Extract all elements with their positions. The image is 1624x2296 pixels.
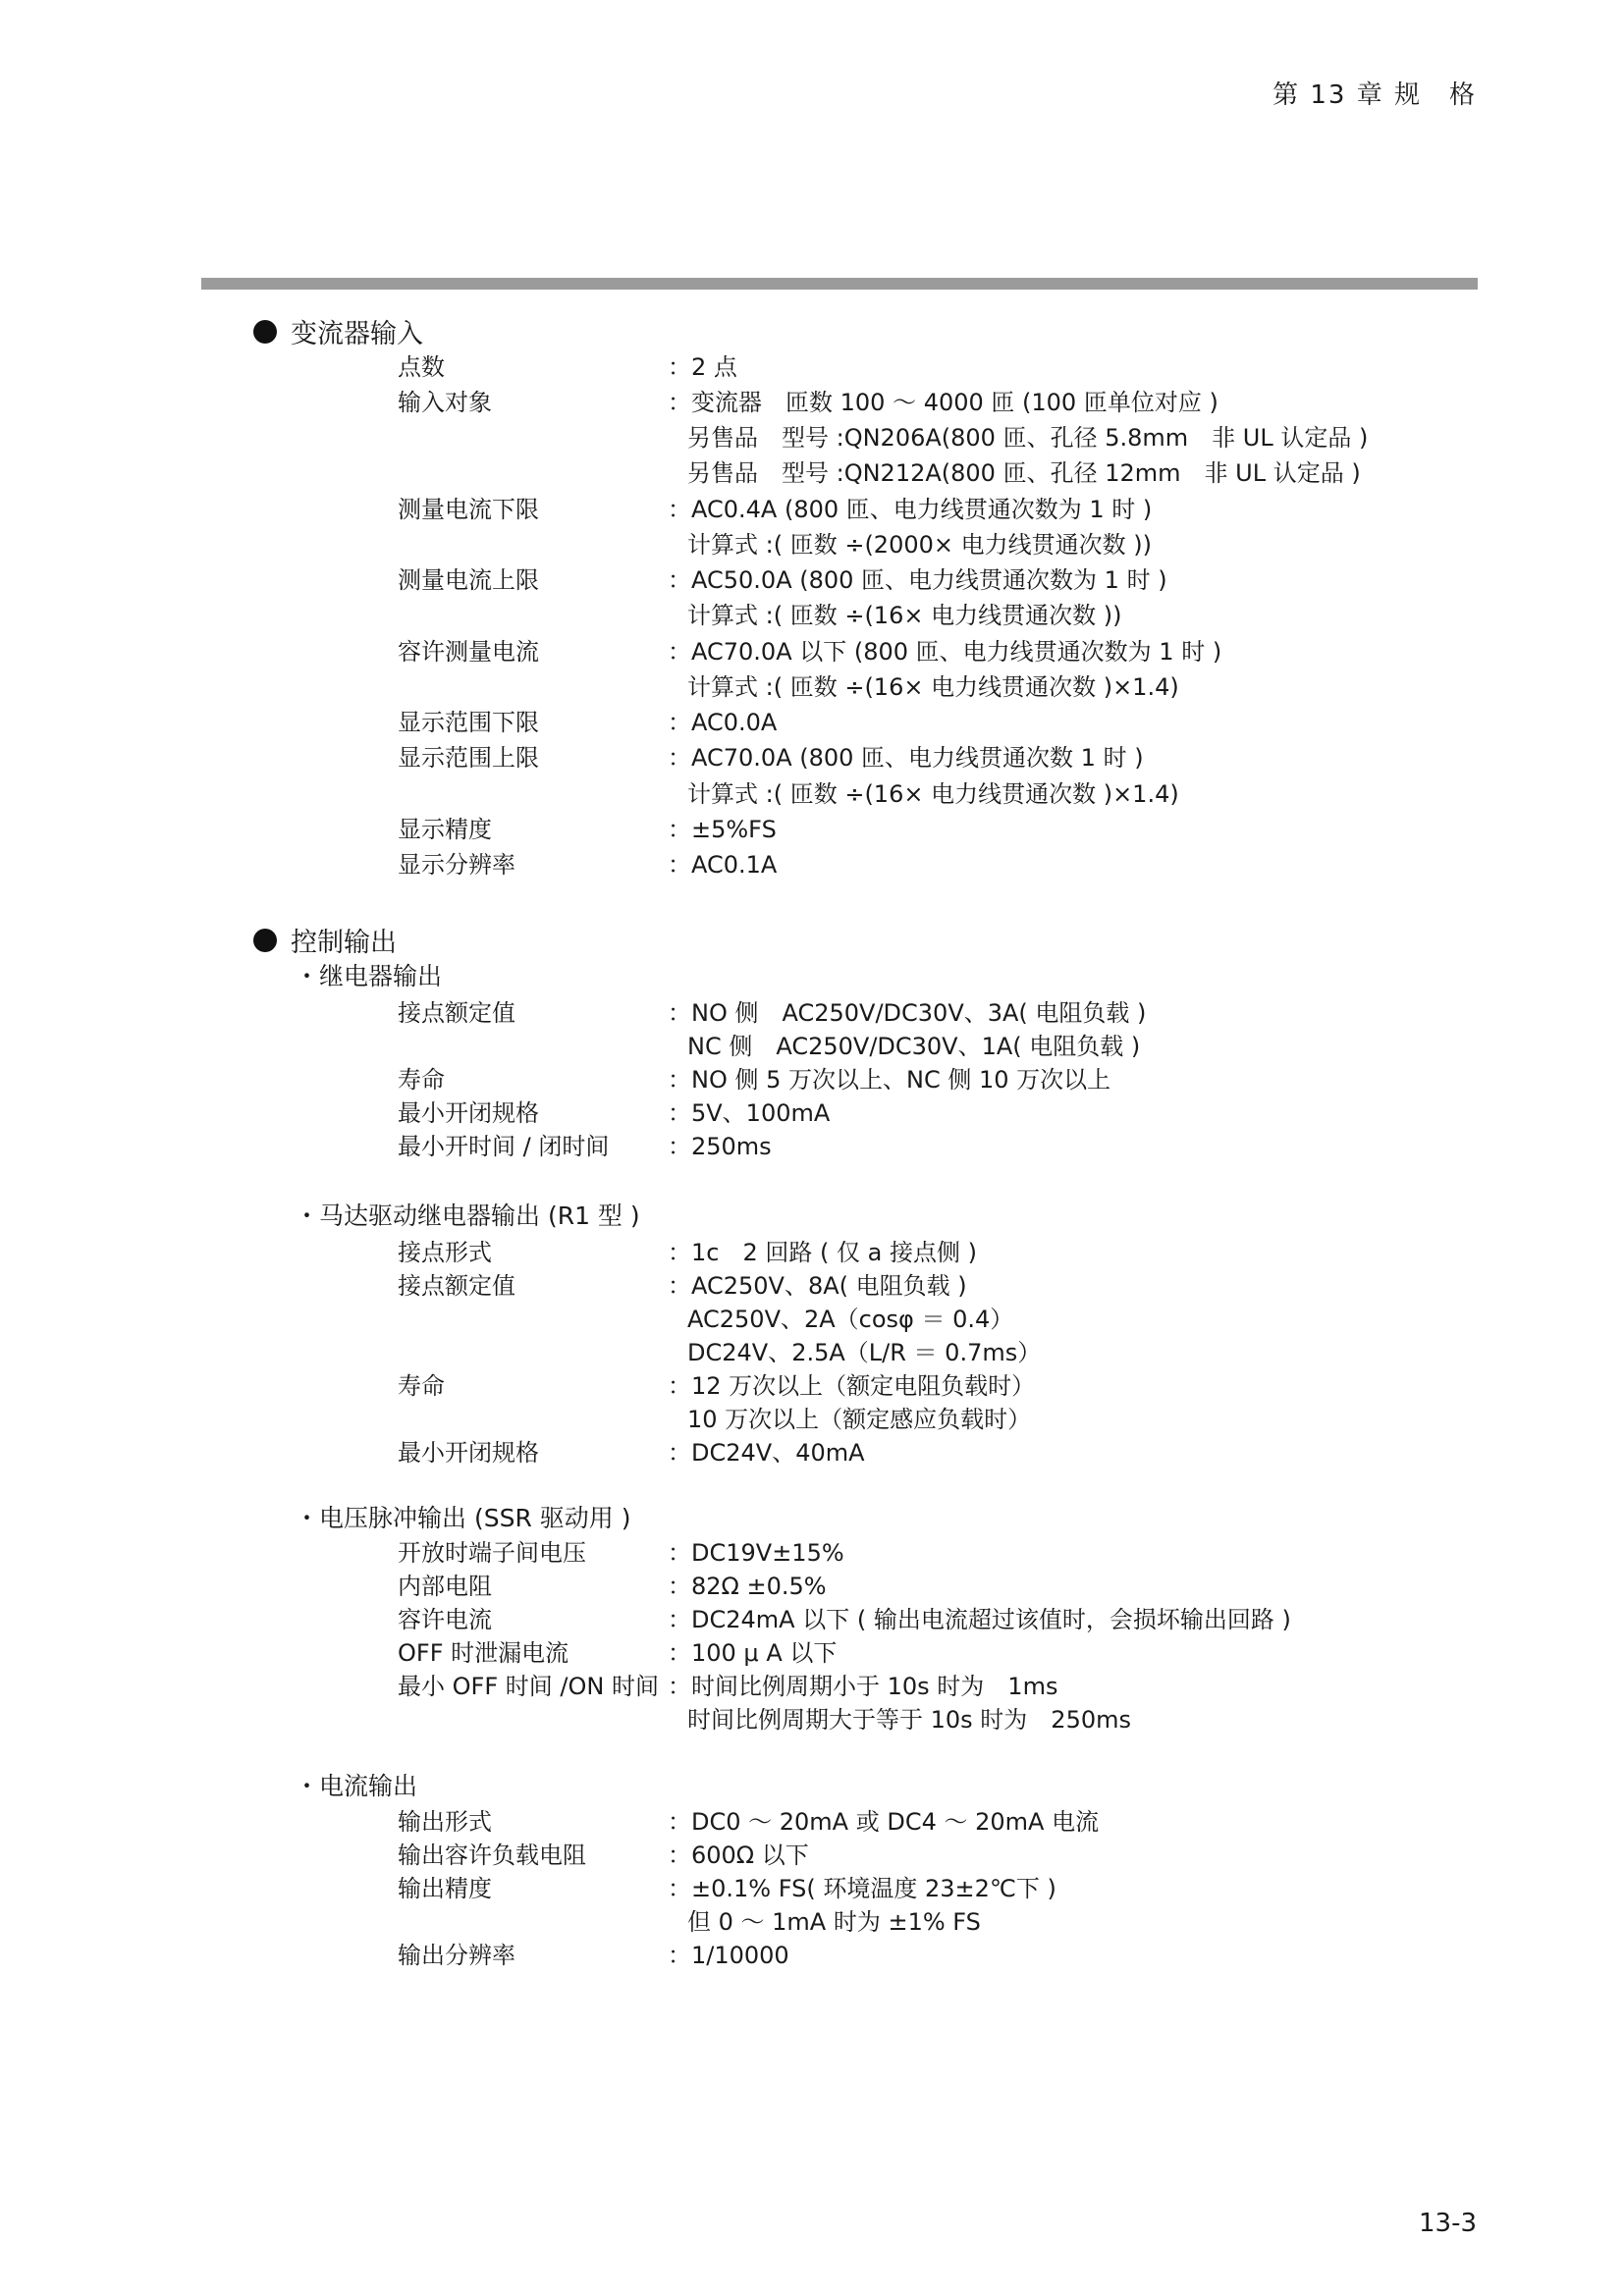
spec-label: 寿命 (398, 1066, 445, 1094)
page-number: 13-3 (1418, 2209, 1477, 2238)
top-rule (201, 278, 1478, 290)
spec-label: 输出精度 (398, 1875, 492, 1902)
spec-label: 最小开时间 / 闭时间 (398, 1133, 610, 1160)
spec-value: ：AC0.1A (668, 851, 778, 879)
spec-value: ：5V、100mA (668, 1099, 831, 1127)
spec-label: 显示分辨率 (398, 851, 515, 879)
spec-label: 输出分辨率 (398, 1942, 515, 1969)
spec-value-continued: DC24V、2.5A（L/R ＝ 0.7ms） (687, 1339, 1042, 1366)
spec-label: 开放时端子间电压 (398, 1539, 586, 1567)
spec-value-continued: AC250V、2A（cosφ ＝ 0.4） (687, 1306, 1014, 1333)
spec-value-continued: 另售品 型号 :QN212A(800 匝、孔径 12mm 非 UL 认定品 ) (687, 459, 1361, 487)
spec-label: 寿命 (398, 1372, 445, 1400)
spec-label: 最小开闭规格 (398, 1439, 539, 1467)
section-title-control-output (253, 921, 397, 959)
spec-label: 接点额定值 (398, 1272, 515, 1300)
subsection-title-voltage-pulse: ・电压脉冲输出 (SSR 驱动用 ) (295, 1504, 631, 1532)
section-title-text: 控制输出 (291, 928, 397, 958)
spec-value-continued: 时间比例周期大于等于 10s 时为 250ms (687, 1706, 1131, 1734)
spec-label: 点数 (398, 353, 445, 381)
spec-value: ：82Ω ±0.5% (668, 1573, 827, 1600)
spec-value: ：DC19V±15% (668, 1539, 844, 1567)
spec-value: ：1/10000 (668, 1942, 789, 1969)
spec-label: OFF 时泄漏电流 (398, 1639, 569, 1667)
section-title-ct-input (253, 312, 423, 350)
spec-value: ：AC70.0A 以下 (800 匝、电力线贯通次数为 1 时 ) (668, 638, 1222, 666)
spec-value: ：NO 侧 5 万次以上、NC 侧 10 万次以上 (668, 1066, 1111, 1094)
spec-value: ：250ms (668, 1133, 772, 1160)
spec-label: 输出形式 (398, 1808, 492, 1836)
spec-label: 最小 OFF 时间 /ON 时间 (398, 1673, 659, 1700)
spec-label: 测量电流上限 (398, 566, 539, 594)
spec-label: 最小开闭规格 (398, 1099, 539, 1127)
spec-label: 接点形式 (398, 1239, 492, 1266)
spec-value-continued: 10 万次以上（额定感应负载时） (687, 1406, 1032, 1433)
spec-value-continued: 计算式 :( 匝数 ÷(16× 电力线贯通次数 )) (687, 602, 1122, 629)
subsection-title-relay: ・继电器输出 (295, 962, 443, 990)
spec-label: 接点额定值 (398, 999, 515, 1027)
bullet-icon (253, 320, 277, 344)
spec-label: 显示范围下限 (398, 709, 539, 736)
spec-value: ：2 点 (668, 353, 737, 381)
spec-value: ：±0.1% FS( 环境温度 23±2℃下 ) (668, 1875, 1056, 1902)
spec-value-continued: 但 0 ～ 1mA 时为 ±1% FS (687, 1908, 981, 1936)
spec-value: ：时间比例周期小于 10s 时为 1ms (668, 1673, 1058, 1700)
chapter-header: 第 13 章 规 格 (1272, 80, 1477, 110)
spec-value-continued: 计算式 :( 匝数 ÷(2000× 电力线贯通次数 )) (687, 531, 1152, 559)
spec-label: 输入对象 (398, 389, 492, 416)
spec-value: ：100 μ A 以下 (668, 1639, 838, 1667)
subsection-title-current-output: ・电流输出 (295, 1772, 418, 1800)
subsection-title-motor-relay: ・马达驱动继电器输出 (R1 型 ) (295, 1201, 640, 1230)
spec-label: 测量电流下限 (398, 496, 539, 523)
spec-value: ：1c 2 回路 ( 仅 a 接点侧 ) (668, 1239, 977, 1266)
spec-label: 容许电流 (398, 1606, 492, 1633)
spec-value: ：DC24mA 以下 ( 输出电流超过该值时，会损坏输出回路 ) (668, 1606, 1291, 1633)
spec-value: ：AC50.0A (800 匝、电力线贯通次数为 1 时 ) (668, 566, 1167, 594)
spec-label: 显示精度 (398, 816, 492, 843)
spec-value: ：DC0 ～ 20mA 或 DC4 ～ 20mA 电流 (668, 1808, 1100, 1836)
spec-value-continued: NC 侧 AC250V/DC30V、1A( 电阻负载 ) (687, 1033, 1141, 1060)
spec-label: 输出容许负载电阻 (398, 1842, 586, 1869)
spec-label: 内部电阻 (398, 1573, 492, 1600)
spec-value: ：±5%FS (668, 816, 777, 843)
spec-value: ：NO 侧 AC250V/DC30V、3A( 电阻负载 ) (668, 999, 1147, 1027)
spec-value: ：AC70.0A (800 匝、电力线贯通次数 1 时 ) (668, 744, 1144, 772)
spec-value: ：变流器 匝数 100 ～ 4000 匝 (100 匝单位对应 ) (668, 389, 1218, 416)
spec-value-continued: 另售品 型号 :QN206A(800 匝、孔径 5.8mm 非 UL 认定品 ) (687, 424, 1369, 452)
spec-label: 容许测量电流 (398, 638, 539, 666)
spec-label: 显示范围上限 (398, 744, 539, 772)
spec-value: ：DC24V、40mA (668, 1439, 865, 1467)
spec-value: ：12 万次以上（额定电阻负载时） (668, 1372, 1036, 1400)
spec-value-continued: 计算式 :( 匝数 ÷(16× 电力线贯通次数 )×1.4) (687, 673, 1179, 701)
section-title-text: 变流器输入 (291, 319, 423, 349)
spec-value: ：AC0.4A (800 匝、电力线贯通次数为 1 时 ) (668, 496, 1153, 523)
bullet-icon (253, 929, 277, 952)
spec-value: ：AC0.0A (668, 709, 778, 736)
spec-value: ：600Ω 以下 (668, 1842, 809, 1869)
spec-value-continued: 计算式 :( 匝数 ÷(16× 电力线贯通次数 )×1.4) (687, 780, 1179, 808)
spec-value: ：AC250V、8A( 电阻负载 ) (668, 1272, 967, 1300)
